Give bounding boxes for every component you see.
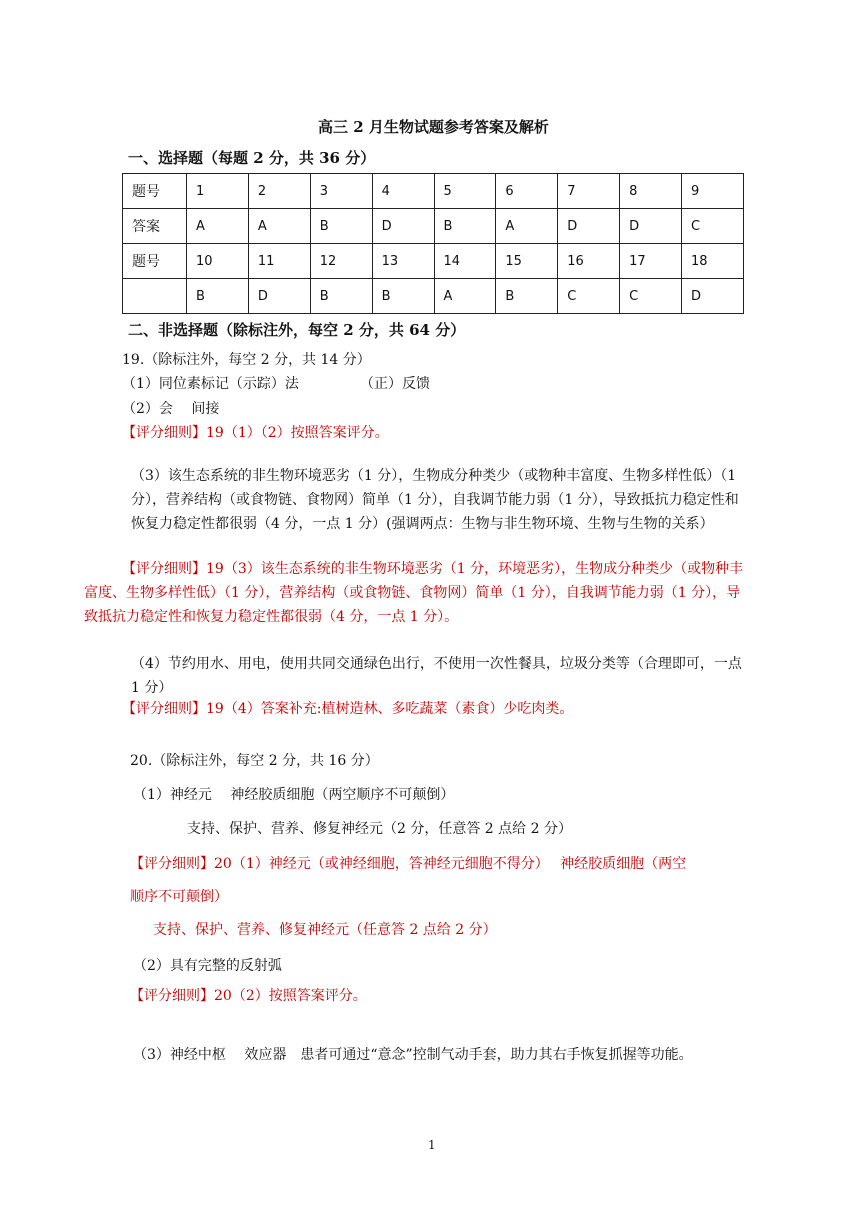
table-cell: 1: [187, 174, 249, 209]
q19-scoring-rule-1-2: 【评分细则】19（1）（2）按照答案评分。: [122, 425, 389, 441]
table-cell: D: [248, 279, 310, 314]
table-cell: A: [434, 279, 496, 314]
answer-table: [122, 173, 744, 314]
table-cell: C: [682, 209, 744, 244]
table-row: [123, 244, 744, 279]
q20-scoring-rule-2: 【评分细则】20（2）按照答案评分。: [130, 988, 367, 1004]
table-cell: B: [434, 209, 496, 244]
q19-answer-1b: （正）反馈: [360, 376, 430, 392]
table-cell: 9: [682, 174, 744, 209]
q19-scoring-rule-4: 【评分细则】19（4）答案补充:植树造林、多吃蔬菜（素食）少吃肉类。: [122, 701, 574, 717]
table-cell: B: [187, 279, 249, 314]
table-cell: B: [310, 279, 372, 314]
q19-answer-4: （4）节约用水、用电，使用共同交通绿色出行，不使用一次性餐具，垃圾分类等（合理即可，一点 1 分）: [131, 656, 742, 696]
table-cell: A: [248, 209, 310, 244]
table-cell: A: [187, 209, 249, 244]
table-row-label: 题号: [123, 244, 187, 279]
q20-answer-2: （2）具有完整的反射弧: [133, 958, 282, 974]
q20-scoring-rule-1-line1: 【评分细则】20（1）神经元（或神经细胞，答神经元细胞不得分） 神经胶质细胞（两空: [130, 856, 687, 872]
table-cell: B: [372, 279, 434, 314]
table-cell: 14: [434, 244, 496, 279]
q19-answer-2: （2）会 间接: [122, 401, 220, 417]
table-row-label: 题号: [123, 174, 187, 209]
q20-answer-1-line1: （1）神经元 神经胶质细胞（两空顺序不可颠倒）: [133, 787, 455, 803]
table-row: [123, 279, 744, 314]
table-cell: 17: [620, 244, 682, 279]
table-cell: 3: [310, 174, 372, 209]
q20-header: 20.（除标注外，每空 2 分，共 16 分）: [130, 753, 379, 769]
table-cell: 8: [620, 174, 682, 209]
table-cell: 13: [372, 244, 434, 279]
table-cell: D: [558, 209, 620, 244]
page-number: 1: [428, 1138, 436, 1152]
table-row: [123, 174, 744, 209]
table-cell: C: [558, 279, 620, 314]
q20-scoring-rule-1-line3: 支持、保护、营养、修复神经元（任意答 2 点给 2 分）: [153, 922, 497, 938]
table-cell: 5: [434, 174, 496, 209]
table-cell: B: [310, 209, 372, 244]
table-cell: 4: [372, 174, 434, 209]
table-cell: 10: [187, 244, 249, 279]
table-cell: 16: [558, 244, 620, 279]
table-cell: A: [496, 209, 558, 244]
table-row-label: 答案: [123, 209, 187, 244]
table-cell: B: [496, 279, 558, 314]
table-cell: D: [682, 279, 744, 314]
q19-scoring-rule-3: 【评分细则】19（3）该生态系统的非生物环境恶劣（1 分，环境恶劣），生物成分种类少（或物种丰富度、生物多样性低）（1 分），营养结构（或食物链、食物网）简单（1 分），自我调节能力弱（1 分），导致抵抗力稳定性和恢复力稳定性都很弱（4 分，一点 1 分）。: [84, 561, 744, 625]
section-choice-heading: 一、选择题（每题 2 分，共 36 分）: [128, 149, 376, 167]
q19-answer-3: （3）该生态系统的非生物环境恶劣（1 分），生物成分种类少（或物种丰富度、生物多样性低）（1 分），营养结构（或食物链、食物网）简单（1 分），自我调节能力弱（1 分），导致抵抗力稳定性和恢复力稳定性都很弱（4 分，一点 1 分）(强调两点：生物与非生物环境、生物与生物的关系）: [131, 468, 739, 532]
q19-header: 19.（除标注外，每空 2 分，共 14 分）: [122, 352, 371, 368]
q20-scoring-rule-1-line2: 顺序不可颠倒）: [130, 889, 228, 905]
document-title: 高三 2 月生物试题参考答案及解析: [318, 118, 549, 136]
q20-answer-1-line2: 支持、保护、营养、修复神经元（2 分，任意答 2 点给 2 分）: [187, 821, 572, 837]
table-cell: 11: [248, 244, 310, 279]
table-row-label: [123, 279, 187, 314]
table-cell: C: [620, 279, 682, 314]
section-nonchoice-heading: 二、非选择题（除标注外，每空 2 分，共 64 分）: [128, 321, 466, 339]
table-cell: 7: [558, 174, 620, 209]
q19-answer-1a: （1）同位素标记（示踪）法: [122, 376, 299, 392]
table-cell: 6: [496, 174, 558, 209]
table-cell: 18: [682, 244, 744, 279]
table-cell: 15: [496, 244, 558, 279]
table-row: [123, 209, 744, 244]
table-cell: 12: [310, 244, 372, 279]
table-cell: D: [620, 209, 682, 244]
table-cell: D: [372, 209, 434, 244]
table-cell: 2: [248, 174, 310, 209]
q20-answer-3: （3）神经中枢 效应器 患者可通过“意念”控制气动手套，助力其右手恢复抓握等功能。: [133, 1047, 693, 1063]
